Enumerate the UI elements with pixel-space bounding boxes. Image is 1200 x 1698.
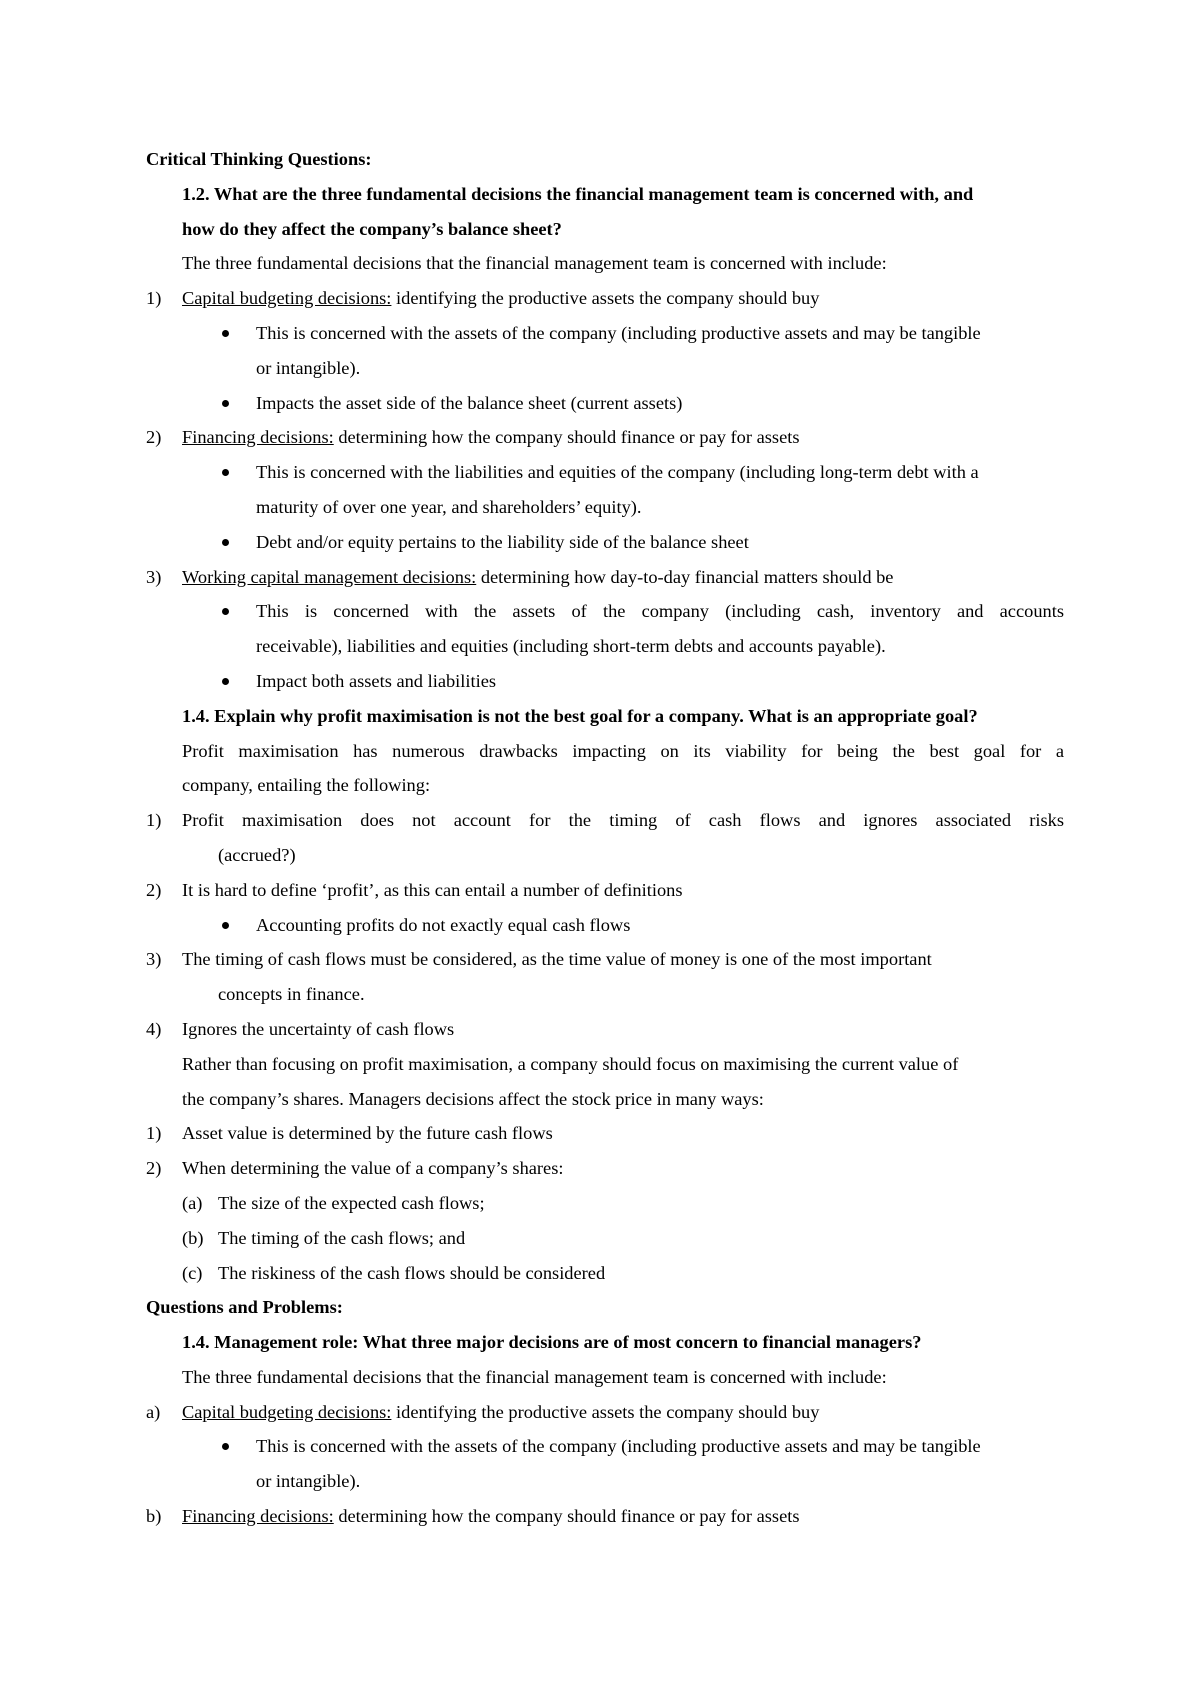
list-item-1 (146, 281, 1064, 316)
list-marker: 1) (146, 810, 162, 831)
bullet-icon (222, 1443, 229, 1450)
paragraph-line: company, entailing the following: (182, 775, 431, 796)
list-item-4 (146, 1012, 1064, 1047)
list-item-2 (146, 1151, 1064, 1186)
sub-item-a (146, 1186, 1064, 1221)
list-marker: 1) (146, 288, 162, 309)
item-term: Capital budgeting decisions: (182, 288, 392, 309)
list-marker: 3) (146, 566, 162, 587)
bullet-item (146, 594, 1064, 629)
list-item-3 (146, 560, 1064, 595)
question-1-2-line-2: how do they affect the company’s balance sheet? (182, 218, 562, 239)
item-text: identifying the productive assets the company should buy (391, 1401, 820, 1422)
list-item-1 (146, 803, 1064, 838)
question-1-4-management-role: 1.4. Management role: What three major decisions are of most concern to financial managers? (182, 1332, 922, 1353)
item-text: Profit maximisation does not account for the timing of cash flows and ignores associated risks (182, 810, 1064, 831)
bullet-icon (222, 922, 229, 929)
list-item-1 (146, 1116, 1064, 1151)
item-term: Financing decisions: (182, 427, 334, 448)
list-marker: (c) (182, 1262, 203, 1283)
bullet-item (146, 455, 1064, 490)
item-text: The timing of the cash flows; and (218, 1227, 466, 1248)
bullet-item (146, 664, 1064, 699)
item-text: When determining the value of a company’s shares: (182, 1158, 564, 1179)
item-continuation: concepts in finance. (218, 984, 365, 1005)
item-text: The timing of cash flows must be considered, as the time value of money is one of the most important (182, 949, 932, 970)
paragraph-line: Profit maximisation has numerous drawbacks impacting on its viability for being the best goal for a (182, 740, 1064, 761)
list-marker: 4) (146, 1018, 162, 1039)
bullet-icon (222, 608, 229, 615)
list-item-b (146, 1499, 1064, 1534)
bullet-continuation: receivable), liabilities and equities (including short-term debts and accounts payable). (256, 636, 886, 657)
list-marker: b) (146, 1506, 162, 1527)
item-term: Capital budgeting decisions: (182, 1401, 392, 1422)
list-marker: 2) (146, 1158, 162, 1179)
list-marker: (a) (182, 1192, 203, 1213)
bullet-icon (222, 678, 229, 685)
bullet-icon (222, 330, 229, 337)
bullet-item (146, 1429, 1064, 1464)
section-heading-questions-problems: Questions and Problems: (146, 1297, 343, 1318)
bullet-icon (222, 469, 229, 476)
list-marker: 2) (146, 427, 162, 448)
bullet-text: This is concerned with the assets of the company (including productive assets and may be tangible (256, 322, 981, 343)
sub-item-c (146, 1256, 1064, 1291)
list-marker: 1) (146, 1123, 162, 1144)
bullet-item (146, 316, 1064, 351)
question-1-2-line-1: 1.2. What are the three fundamental decisions the financial management team is concerned with, and (182, 183, 974, 204)
sub-item-b (146, 1221, 1064, 1256)
item-continuation: (accrued?) (218, 844, 296, 865)
list-marker: (b) (182, 1227, 204, 1248)
item-term: Working capital management decisions: (182, 566, 477, 587)
bullet-continuation: maturity of over one year, and shareholders’ equity). (256, 496, 642, 517)
item-text: identifying the productive assets the company should buy (391, 288, 820, 309)
list-marker: 2) (146, 879, 162, 900)
bullet-text: Impacts the asset side of the balance sheet (current assets) (256, 392, 683, 413)
bullet-text: This is concerned with the assets of the company (including productive assets and may be tangible (256, 1436, 981, 1457)
bullet-text: Debt and/or equity pertains to the liability side of the balance sheet (256, 531, 749, 552)
list-item-a (146, 1395, 1064, 1430)
list-item-3 (146, 942, 1064, 977)
list-marker: 3) (146, 949, 162, 970)
paragraph-line: the company’s shares. Managers decisions affect the stock price in many ways: (182, 1088, 764, 1109)
item-text: Asset value is determined by the future cash flows (182, 1123, 553, 1144)
item-text: determining how the company should finance or pay for assets (333, 1506, 800, 1527)
bullet-item (146, 525, 1064, 560)
item-text: determining how day-to-day financial matters should be (476, 566, 894, 587)
list-item-2 (146, 873, 1064, 908)
item-text: determining how the company should finance or pay for assets (333, 427, 800, 448)
bullet-text: Accounting profits do not exactly equal cash flows (256, 914, 631, 935)
paragraph-line: Rather than focusing on profit maximisation, a company should focus on maximising the current value of (182, 1053, 959, 1074)
bullet-text: This is concerned with the liabilities and equities of the company (including long-term debt with a (256, 462, 979, 483)
bullet-continuation: or intangible). (256, 357, 361, 378)
bullet-continuation: or intangible). (256, 1471, 361, 1492)
answer-intro: The three fundamental decisions that the financial management team is concerned with include: (182, 1366, 887, 1387)
item-text: The size of the expected cash flows; (218, 1192, 485, 1213)
question-1-4: 1.4. Explain why profit maximisation is not the best goal for a company. What is an appropriate goal? (182, 705, 978, 726)
item-term: Financing decisions: (182, 1506, 334, 1527)
bullet-icon (222, 400, 229, 407)
list-item-2 (146, 420, 1064, 455)
bullet-icon (222, 539, 229, 546)
bullet-item (146, 908, 1064, 943)
item-text: It is hard to define ‘profit’, as this can entail a number of definitions (182, 879, 683, 900)
bullet-item (146, 386, 1064, 421)
bullet-text: This is concerned with the assets of the company (including cash, inventory and accounts (256, 601, 1064, 622)
item-text: The riskiness of the cash flows should be considered (218, 1262, 606, 1283)
section-heading-critical-thinking: Critical Thinking Questions: (146, 149, 372, 169)
list-marker: a) (146, 1401, 161, 1422)
bullet-text: Impact both assets and liabilities (256, 670, 497, 691)
answer-intro: The three fundamental decisions that the financial management team is concerned with include: (182, 253, 887, 274)
item-text: Ignores the uncertainty of cash flows (182, 1018, 455, 1039)
